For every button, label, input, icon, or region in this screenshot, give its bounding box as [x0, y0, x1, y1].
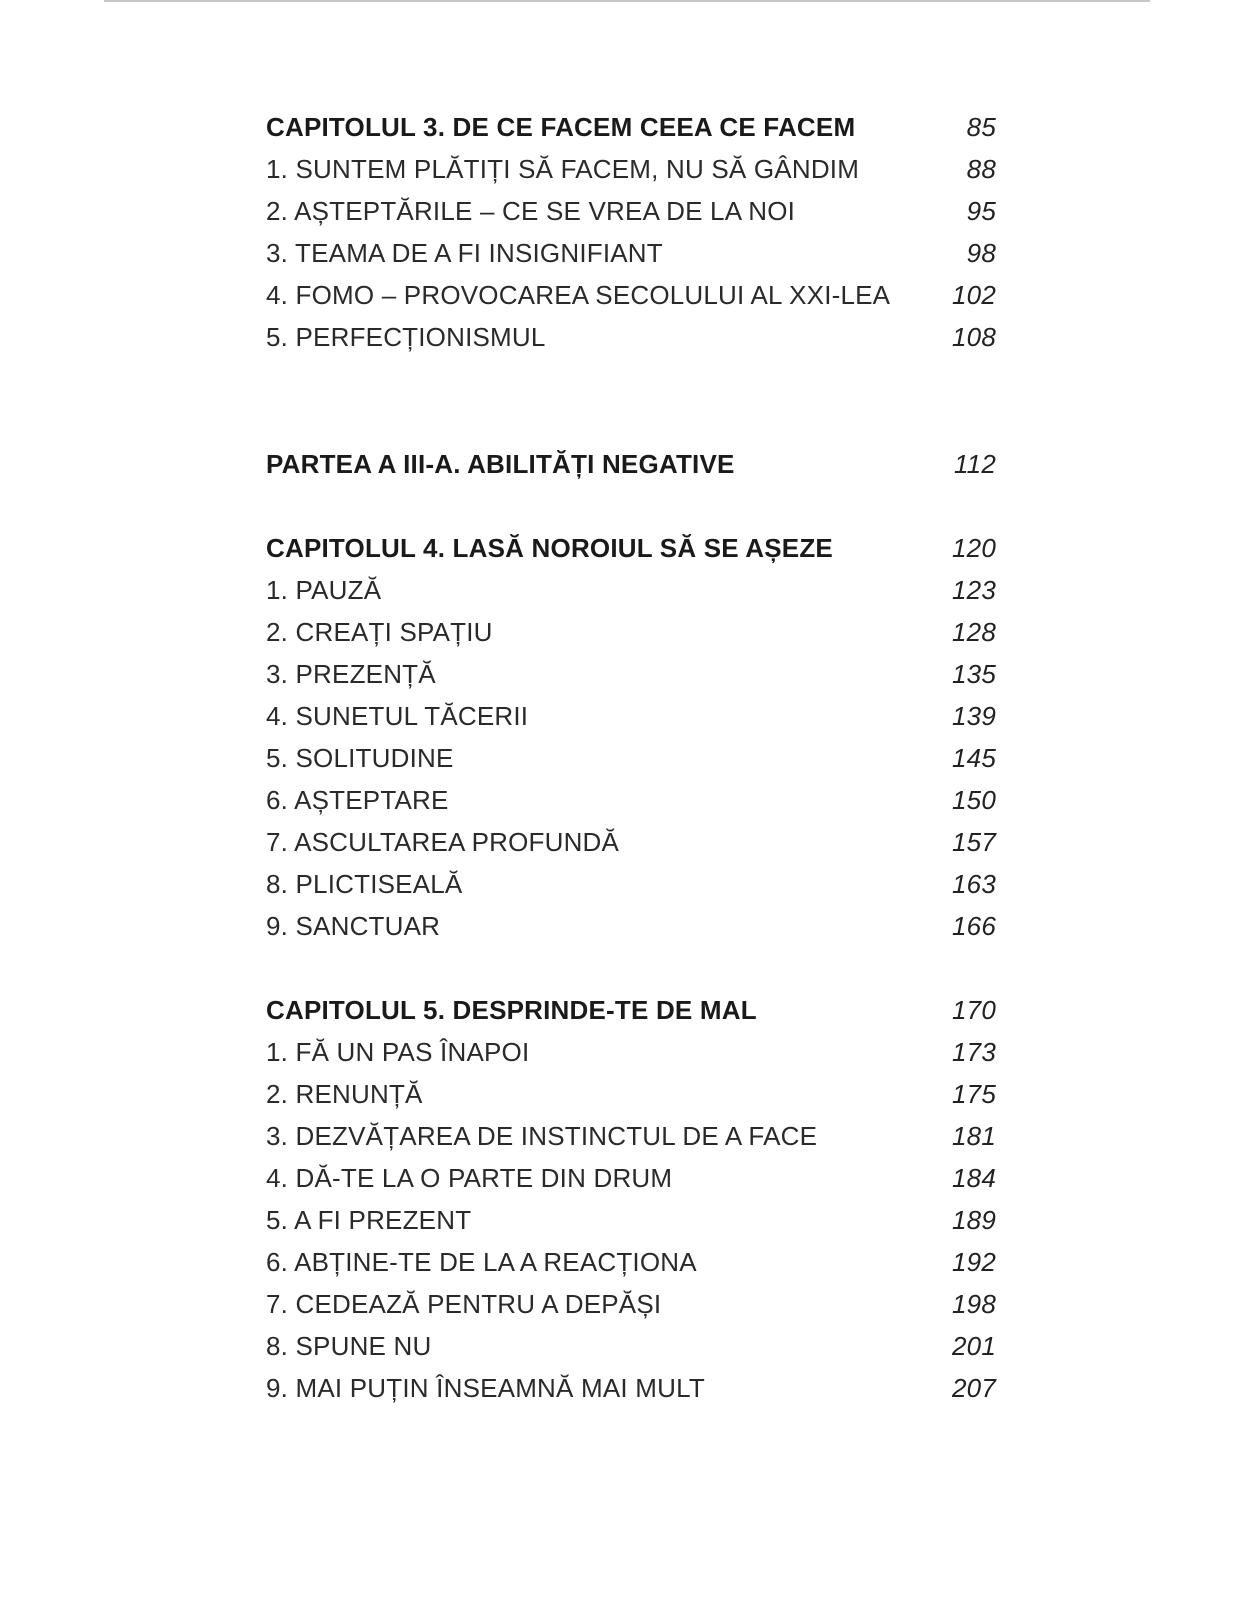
toc-entry [266, 569, 996, 611]
toc-page-number: 192 [952, 1247, 996, 1277]
toc-entry-title: 1. FĂ UN PAS ÎNAPOI [266, 1037, 530, 1067]
toc-page-number: 170 [952, 995, 996, 1025]
toc-entry [266, 695, 996, 737]
toc-entry-title: 7. CEDEAZĂ PENTRU A DEPĂȘI [266, 1289, 662, 1319]
toc-entry [266, 1031, 996, 1073]
toc-entry-title: 1. SUNTEM PLĂTIȚI SĂ FACEM, NU SĂ GÂNDIM [266, 154, 860, 184]
toc-entry-title: 2. CREAȚI SPAȚIU [266, 617, 493, 647]
toc-page-number: 135 [952, 659, 996, 689]
toc-entry [266, 611, 996, 653]
toc-page-number: 163 [952, 869, 996, 899]
toc-page-number: 157 [952, 827, 996, 857]
toc-chapter-title: CAPITOLUL 4. LASĂ NOROIUL SĂ SE AȘEZE [266, 533, 833, 563]
toc-page-number: 139 [952, 701, 996, 731]
toc-entry-title: 9. MAI PUȚIN ÎNSEAMNĂ MAI MULT [266, 1373, 705, 1403]
toc-entry-title: 2. RENUNȚĂ [266, 1079, 423, 1109]
toc-entry [266, 863, 996, 905]
toc-page-number: 189 [952, 1205, 996, 1235]
section-spacer [266, 358, 996, 443]
section-spacer [266, 947, 996, 989]
toc-entry-title: 5. SOLITUDINE [266, 743, 454, 773]
toc-entry-title: 8. SPUNE NU [266, 1331, 432, 1361]
toc-entry-title: 5. PERFECȚIONISMUL [266, 322, 546, 352]
toc-chapter-heading [266, 527, 996, 569]
toc-entry-title: 3. PREZENȚĂ [266, 659, 436, 689]
toc-page-number: 181 [952, 1121, 996, 1151]
toc-page-number: 128 [952, 617, 996, 647]
toc-entry [266, 1199, 996, 1241]
toc-entry [266, 1073, 996, 1115]
toc-part-title: PARTEA A III-A. ABILITĂȚI NEGATIVE [266, 449, 735, 479]
toc-page-number: 184 [952, 1163, 996, 1193]
toc-page-number: 102 [952, 280, 996, 310]
top-divider [104, 0, 1150, 2]
toc-entry [266, 232, 996, 274]
toc-entry-title: 3. DEZVĂȚAREA DE INSTINCTUL DE A FACE [266, 1121, 818, 1151]
toc-page-number: 85 [966, 112, 996, 142]
toc-page-number: 98 [966, 238, 996, 268]
toc-page-number: 207 [952, 1373, 996, 1403]
toc-entry [266, 1367, 996, 1409]
toc-entry [266, 1241, 996, 1283]
section-spacer [266, 485, 996, 527]
toc-page-number: 201 [952, 1331, 996, 1361]
toc-page-number: 120 [952, 533, 996, 563]
toc-entry-title: 4. DĂ-TE LA O PARTE DIN DRUM [266, 1163, 673, 1193]
toc-entry-title: 6. AȘTEPTARE [266, 785, 449, 815]
toc-entry [266, 1325, 996, 1367]
toc-entry-title: 5. A FI PREZENT [266, 1205, 472, 1235]
toc-entry [266, 274, 996, 316]
toc-entry-title: 1. PAUZĂ [266, 575, 382, 605]
toc-page-number: 150 [952, 785, 996, 815]
toc-entry [266, 148, 996, 190]
toc-entry-title: 2. AȘTEPTĂRILE – CE SE VREA DE LA NOI [266, 196, 796, 226]
table-of-contents [266, 106, 996, 1409]
toc-entry-title: 8. PLICTISEALĂ [266, 869, 463, 899]
toc-chapter-heading [266, 989, 996, 1031]
toc-entry-title: 4. SUNETUL TĂCERII [266, 701, 529, 731]
toc-entry [266, 1115, 996, 1157]
toc-page-number: 88 [966, 154, 996, 184]
toc-entry-title: 3. TEAMA DE A FI INSIGNIFIANT [266, 238, 663, 268]
toc-page-number: 173 [952, 1037, 996, 1067]
toc-page-number: 175 [952, 1079, 996, 1109]
toc-page-number: 112 [953, 449, 996, 479]
toc-entry [266, 653, 996, 695]
toc-entry-title: 9. SANCTUAR [266, 911, 441, 941]
toc-entry [266, 905, 996, 947]
toc-entry-title: 7. ASCULTAREA PROFUNDĂ [266, 827, 620, 857]
toc-chapter-heading [266, 106, 996, 148]
toc-entry [266, 737, 996, 779]
toc-part-heading [266, 443, 996, 485]
toc-entry-title: 6. ABȚINE-TE DE LA A REACȚIONA [266, 1247, 697, 1277]
toc-entry [266, 779, 996, 821]
toc-chapter-title: CAPITOLUL 5. DESPRINDE-TE DE MAL [266, 995, 757, 1025]
toc-page-number: 123 [952, 575, 996, 605]
toc-page-number: 145 [952, 743, 996, 773]
toc-page-number: 198 [952, 1289, 996, 1319]
toc-entry [266, 316, 996, 358]
toc-entry [266, 1283, 996, 1325]
toc-page-number: 166 [952, 911, 996, 941]
toc-entry [266, 1157, 996, 1199]
toc-chapter-title: CAPITOLUL 3. DE CE FACEM CEEA CE FACEM [266, 112, 856, 142]
toc-entry [266, 190, 996, 232]
toc-entry [266, 821, 996, 863]
toc-page-number: 95 [966, 196, 996, 226]
toc-entry-title: 4. FOMO – PROVOCAREA SECOLULUI AL XXI-LEA [266, 280, 891, 310]
toc-page-number: 108 [952, 322, 996, 352]
